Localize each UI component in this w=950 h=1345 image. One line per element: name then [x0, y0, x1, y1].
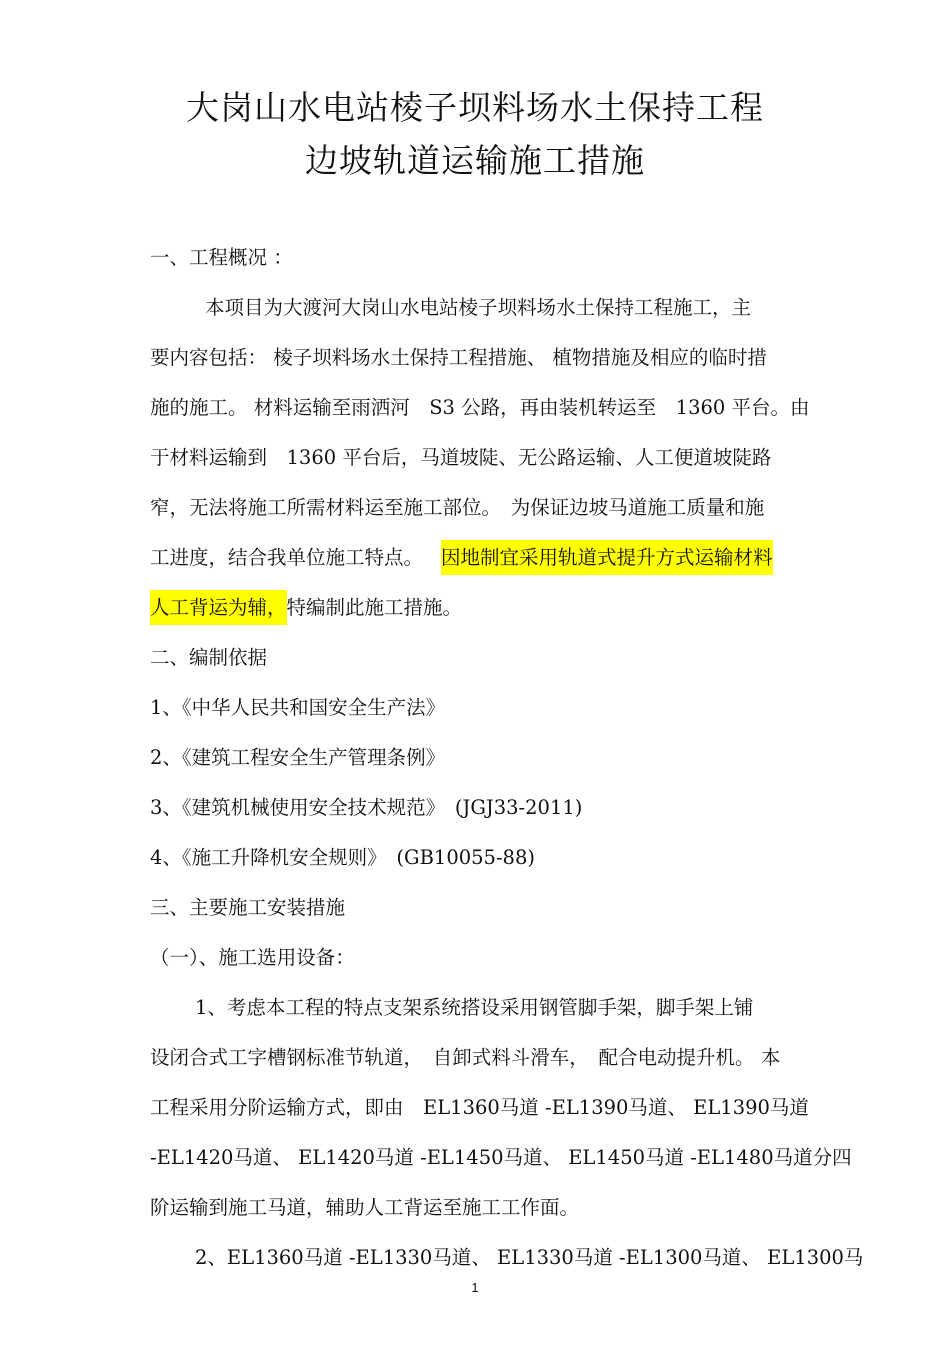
paragraph-text: 特编制此施工措施。: [286, 596, 463, 619]
section-heading-basis: 二、编制依据: [150, 646, 268, 669]
paragraph-line: 工程采用分阶运输方式，即由 EL1360马道 -EL1390马道、 EL1390马道: [150, 1096, 809, 1119]
paragraph-line: -EL1420马道、 EL1420马道 -EL1450马道、 EL1450马道 -EL1480马道分四: [150, 1146, 852, 1169]
paragraph-text: 工进度，结合我单位施工特点。: [150, 546, 424, 569]
paragraph-line: [150, 541, 840, 575]
highlighted-text: 人工背运为辅，: [150, 590, 287, 625]
highlighted-text: 因地制宜采用轨道式提升方式运输材料: [441, 540, 773, 575]
paragraph-line: 窄，无法将施工所需材料运至施工部位。 为保证边坡马道施工质量和施: [150, 496, 765, 519]
paragraph-line: 本项目为大渡河大岗山水电站棱子坝料场水土保持工程施工，主: [205, 296, 752, 319]
paragraph-line: 阶运输到施工马道，辅助人工背运至施工工作面。: [150, 1196, 580, 1219]
reference-item: 1、《中华人民共和国安全生产法》: [150, 696, 446, 719]
document-title-line-1: 大岗山水电站棱子坝料场水土保持工程: [186, 88, 764, 127]
paragraph-line: 要内容包括： 棱子坝料场水土保持工程措施、 植物措施及相应的临时措: [150, 346, 767, 369]
subsection-heading: （一）、施工选用设备：: [150, 946, 355, 969]
page-number: 1: [471, 1280, 479, 1295]
paragraph-line: 于材料运输到 1360 平台后，马道坡陡、无公路运输、人工便道坡陡路: [150, 446, 772, 469]
document-title-line-2: 边坡轨道运输施工措施: [305, 141, 645, 180]
reference-item: 3、《建筑机械使用安全技术规范》 (JGJ33-2011): [150, 796, 583, 819]
section-heading-measures: 三、主要施工安装措施: [150, 896, 346, 919]
paragraph-line: [150, 591, 840, 625]
paragraph-line: 2、EL1360马道 -EL1330马道、 EL1330马道 -EL1300马道、 EL1300马: [195, 1246, 864, 1269]
section-heading-overview: 一、工程概况 ：: [150, 246, 293, 269]
paragraph-line: 设闭合式工字槽钢标准节轨道， 自卸式料斗滑车， 配合电动提升机。 本: [150, 1046, 781, 1069]
paragraph-line: 施的施工。 材料运输至雨洒河 S3 公路，再由装机转运至 1360 平台。由: [150, 396, 810, 419]
reference-item: 4、《施工升降机安全规则》 (GB10055-88): [150, 846, 535, 869]
paragraph-line: 1、考虑本工程的特点支架系统搭设采用钢管脚手架，脚手架上铺: [195, 996, 754, 1019]
reference-item: 2、《建筑工程安全生产管理条例》: [150, 746, 446, 769]
